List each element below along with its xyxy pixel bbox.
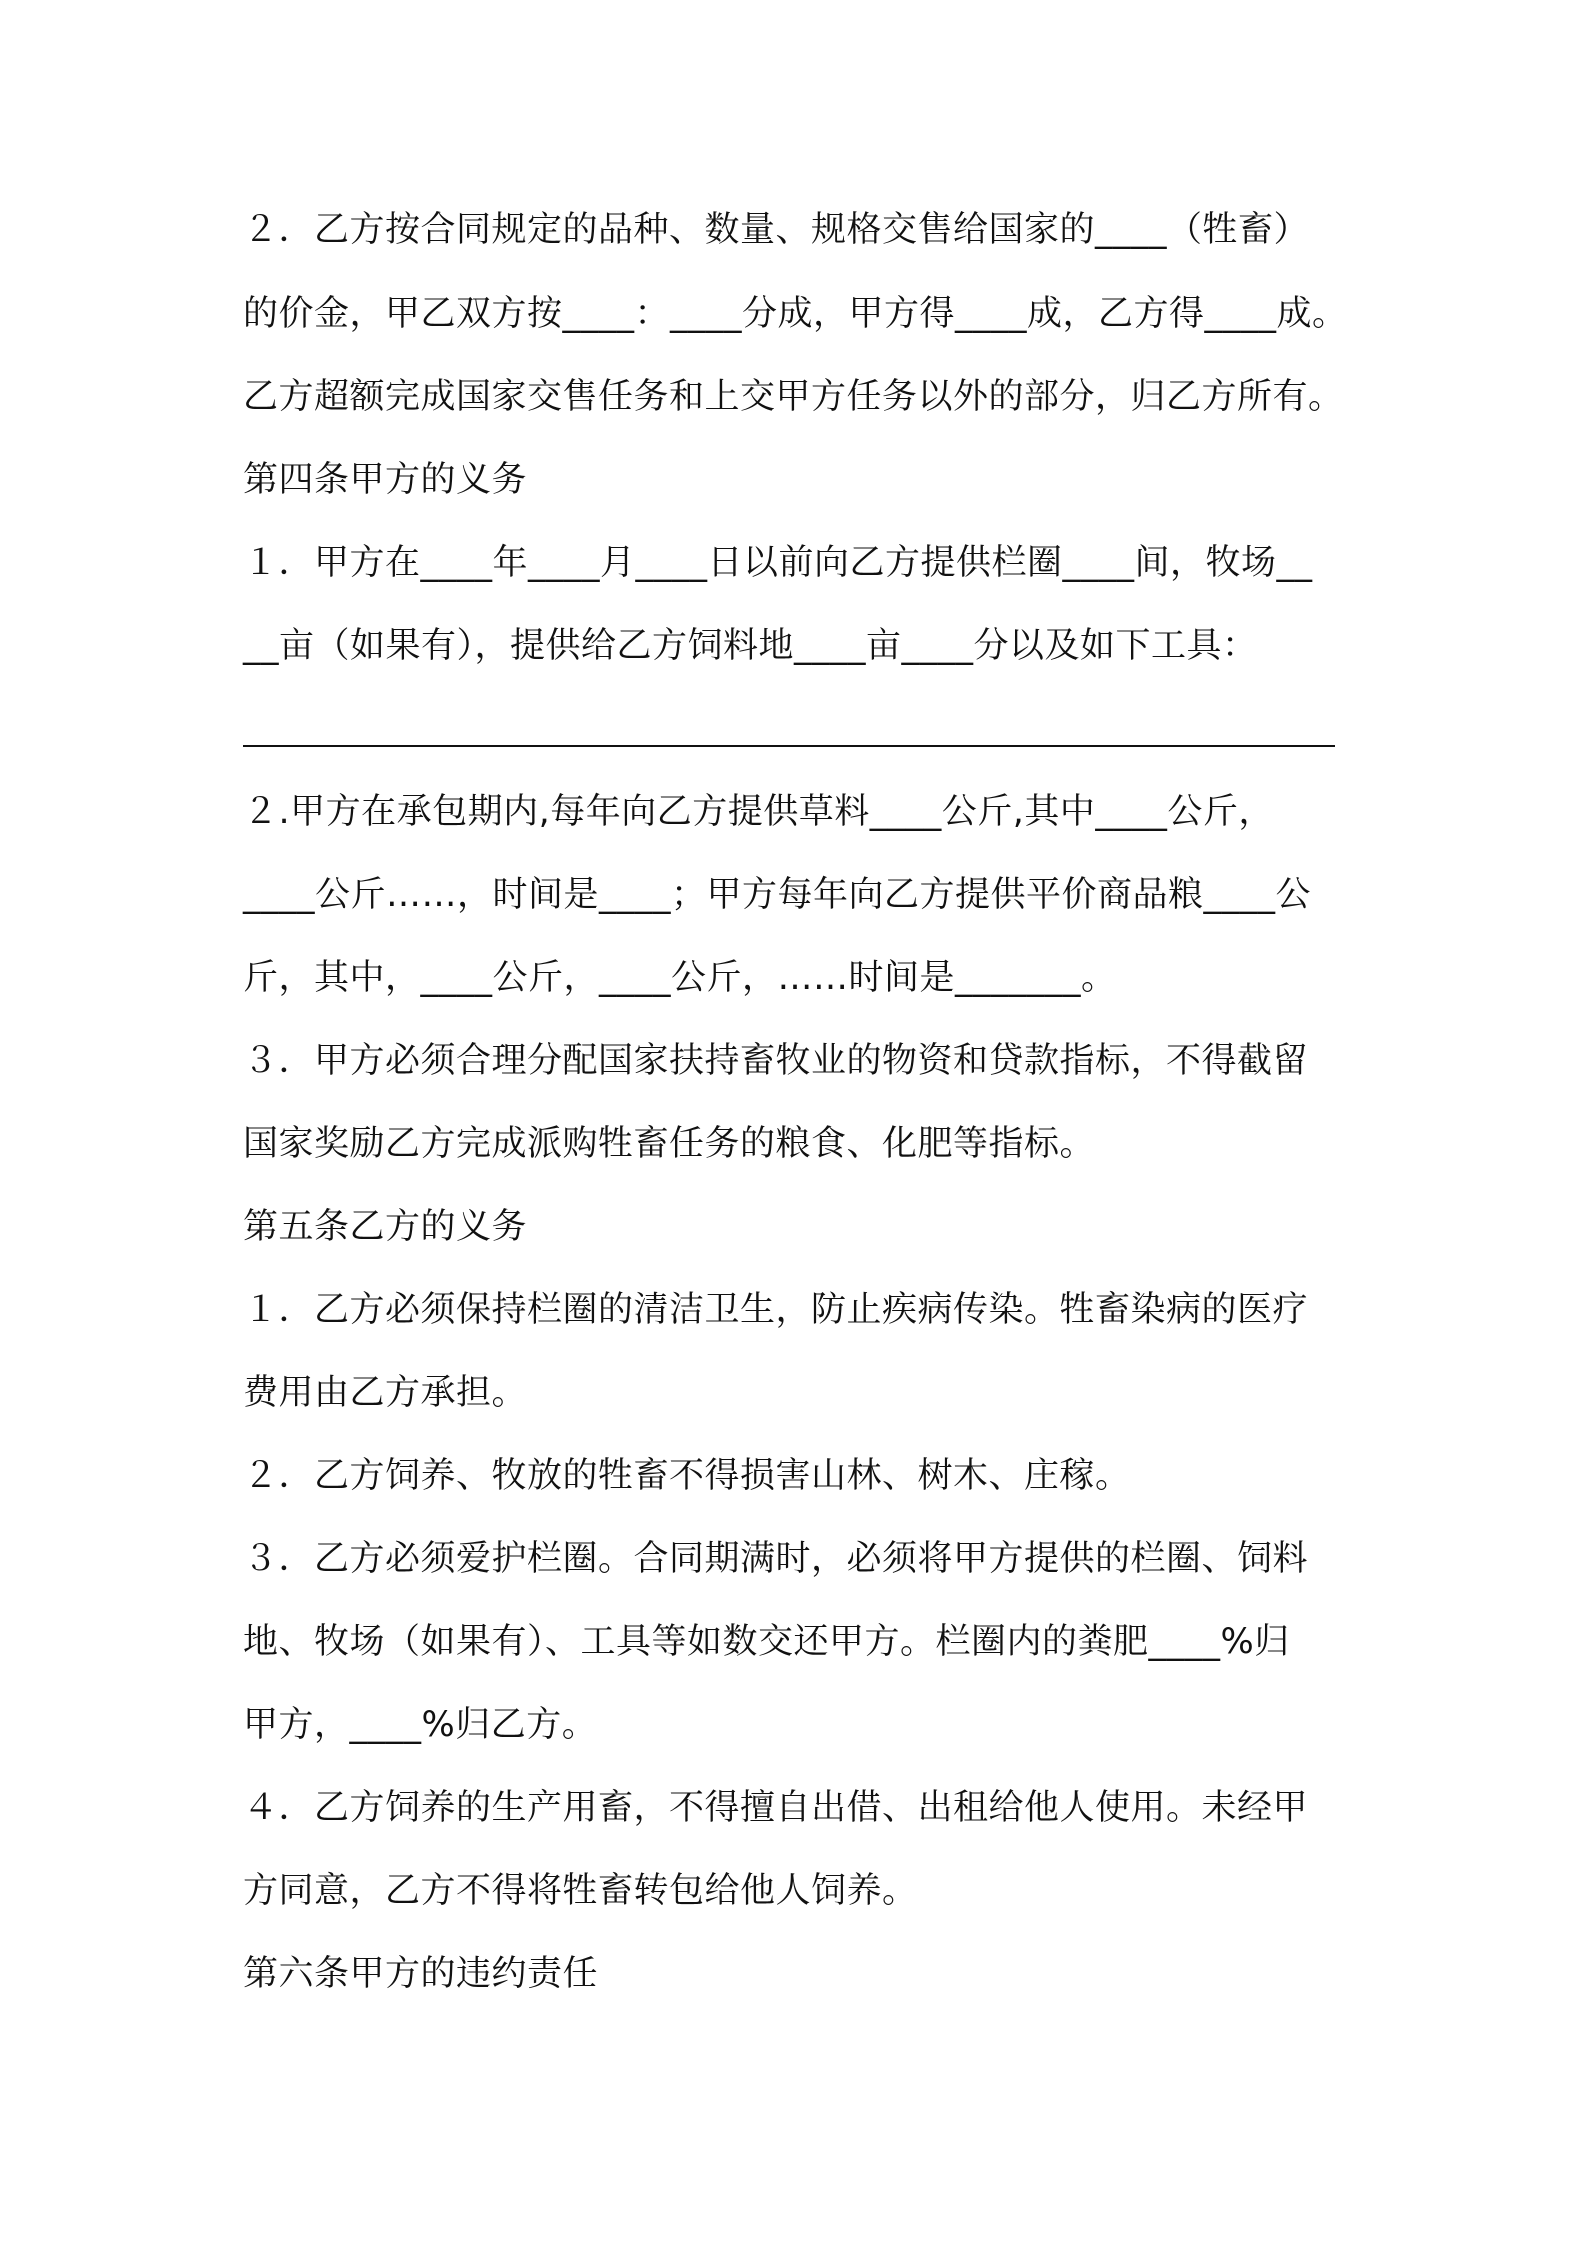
clause-3-item-2-line-1: ２．乙方按合同规定的品种、数量、规格交售给国家的____（牲畜） — [243, 210, 1310, 250]
clause-4-item-2-line-1: ２.甲方在承包期内,每年向乙方提供草料____公斤,其中____公斤， — [243, 792, 1274, 832]
clause-5-item-3-line-2: 地、牧场（如果有）、工具等如数交还甲方。栏圈内的粪肥____%归 — [243, 1622, 1290, 1662]
section-heading-article-6: 第六条甲方的违约责任 — [243, 1954, 599, 1994]
clause-5-item-3-line-3: 甲方，____%归乙方。 — [243, 1705, 598, 1745]
clause-3-item-2-line-2: 的价金，甲乙双方按____：____分成，甲方得____成，乙方得____成。 — [243, 294, 1348, 334]
clause-4-item-1-line-2: __亩（如果有），提供给乙方饲料地____亩____分以及如下工具： — [243, 626, 1258, 666]
clause-4-item-2-line-3: 斤，其中，____公斤，____公斤，……时间是_______。 — [243, 958, 1117, 998]
clause-5-item-3-line-1: ３．乙方必须爱护栏圈。合同期满时，必须将甲方提供的栏圈、饲料 — [243, 1539, 1309, 1579]
clause-5-item-4-line-2: 方同意，乙方不得将牲畜转包给他人饲养。 — [243, 1871, 918, 1911]
clause-4-item-1-line-1: １．甲方在____年____月____日以前向乙方提供栏圈____间，牧场__ — [243, 543, 1313, 583]
clause-5-item-1-line-1: １．乙方必须保持栏圈的清洁卫生，防止疾病传染。牲畜染病的医疗 — [243, 1290, 1309, 1330]
section-heading-article-4: 第四条甲方的义务 — [243, 460, 528, 500]
clause-4-item-3-line-2: 国家奖励乙方完成派购牲畜任务的粮食、化肥等指标。 — [243, 1124, 1096, 1164]
section-heading-article-5: 第五条乙方的义务 — [243, 1207, 528, 1247]
clause-3-item-2-line-3: 乙方超额完成国家交售任务和上交甲方任务以外的部分，归乙方所有。 — [243, 377, 1344, 417]
clause-5-item-2-line-1: ２．乙方饲养、牧放的牲畜不得损害山林、树木、庄稼。 — [243, 1456, 1131, 1496]
tools-blank-rule — [243, 745, 1335, 747]
clause-5-item-4-line-1: ４．乙方饲养的生产用畜，不得擅自出借、出租给他人使用。未经甲 — [243, 1788, 1309, 1828]
clause-4-item-2-line-2: ____公斤……，时间是____；甲方每年向乙方提供平价商品粮____公 — [243, 875, 1312, 915]
clause-4-item-3-line-1: ３．甲方必须合理分配国家扶持畜牧业的物资和贷款指标，不得截留 — [243, 1041, 1309, 1081]
clause-5-item-1-line-2: 费用由乙方承担。 — [243, 1373, 528, 1413]
